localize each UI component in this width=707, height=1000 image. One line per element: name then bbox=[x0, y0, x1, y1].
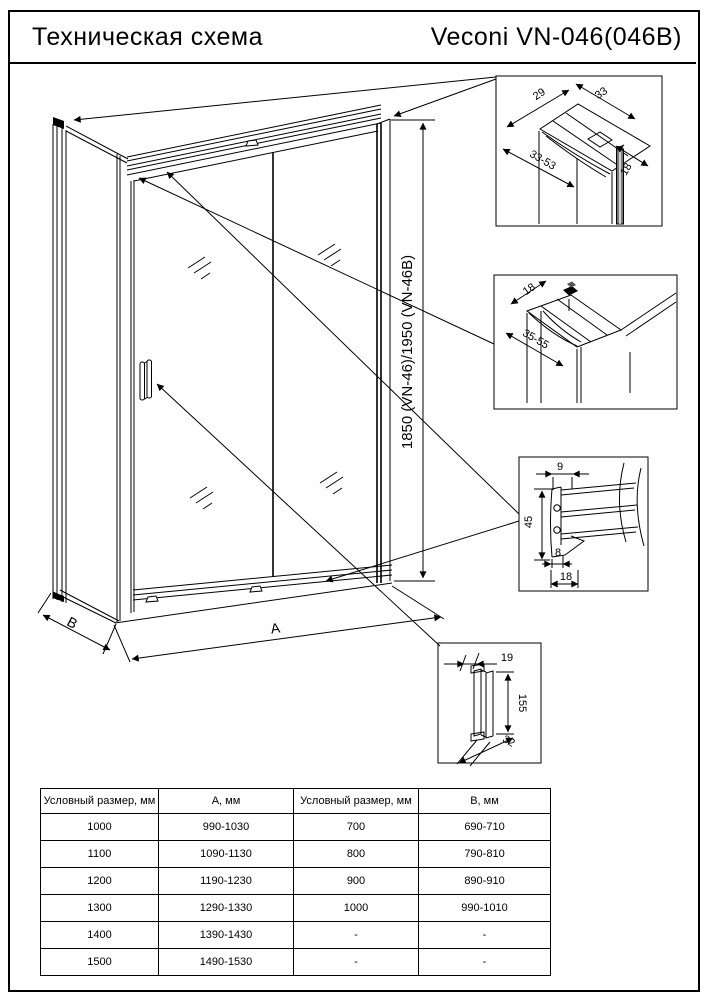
table-cell: 1390-1430 bbox=[159, 922, 294, 949]
dim-18-bottom: 18 bbox=[520, 281, 538, 298]
dim-33-53: 33-53 bbox=[527, 148, 558, 173]
table-cell: 1100 bbox=[41, 841, 159, 868]
table-cell: 1200 bbox=[41, 868, 159, 895]
shower-door-isometric bbox=[53, 105, 392, 623]
table-cell: 990-1010 bbox=[419, 895, 551, 922]
table-cell: - bbox=[419, 949, 551, 976]
main-dimensions bbox=[38, 120, 444, 662]
page-title: Техническая схема bbox=[32, 23, 264, 51]
left-wall-profile bbox=[53, 117, 66, 603]
table-cell: 800 bbox=[294, 841, 419, 868]
dim-18-top: 18 bbox=[618, 161, 635, 178]
table-cell: 1190-1230 bbox=[159, 868, 294, 895]
table-cell: 700 bbox=[294, 814, 419, 841]
top-track bbox=[127, 105, 381, 181]
size-table-header-row bbox=[41, 789, 551, 814]
table-cell: 1000 bbox=[41, 814, 159, 841]
detail-top-profile bbox=[496, 76, 662, 226]
dim-19: 19 bbox=[500, 652, 514, 664]
height-dimension-label: 1850 (VN-46)/1950 (VN-46B) bbox=[399, 254, 416, 450]
table-cell: 1000 bbox=[294, 895, 419, 922]
table-cell: 900 bbox=[294, 868, 419, 895]
table-row bbox=[41, 841, 551, 868]
detail-wall-profile bbox=[519, 457, 648, 591]
table-cell: 1300 bbox=[41, 895, 159, 922]
table-row bbox=[41, 895, 551, 922]
table-cell: 1290-1330 bbox=[159, 895, 294, 922]
table-cell: 890-910 bbox=[419, 868, 551, 895]
size-table bbox=[40, 788, 551, 976]
table-cell: 1490-1530 bbox=[159, 949, 294, 976]
table-cell: - bbox=[294, 949, 419, 976]
table-cell: 690-710 bbox=[419, 814, 551, 841]
height-dimension bbox=[391, 120, 435, 581]
table-cell: 1090-1130 bbox=[159, 841, 294, 868]
table-cell: - bbox=[294, 922, 419, 949]
depth-dimension bbox=[38, 593, 116, 654]
table-cell: - bbox=[419, 922, 551, 949]
table-row bbox=[41, 949, 551, 976]
dim-8: 8 bbox=[554, 547, 562, 559]
product-title: Veconi VN-046(046B) bbox=[430, 23, 682, 51]
dim-18-wall: 18 bbox=[559, 571, 573, 583]
front-frame bbox=[117, 119, 390, 622]
table-row bbox=[41, 814, 551, 841]
table-cell: 990-1030 bbox=[159, 814, 294, 841]
table-row bbox=[41, 868, 551, 895]
col-header-a: А, мм bbox=[159, 789, 294, 814]
dim-29: 29 bbox=[530, 86, 548, 103]
glass-hatch-marks bbox=[188, 244, 343, 509]
dim-155: 155 bbox=[516, 693, 528, 713]
dim-33: 33 bbox=[592, 85, 610, 102]
col-header-nominal-a: Условный размер, мм bbox=[41, 789, 159, 814]
detail-handle bbox=[438, 643, 541, 766]
detail-bottom-profile bbox=[494, 275, 677, 409]
col-header-b: В, мм bbox=[419, 789, 551, 814]
table-cell: 1400 bbox=[41, 922, 159, 949]
dim-45: 45 bbox=[523, 515, 535, 529]
dim-35-55: 35-55 bbox=[520, 327, 551, 352]
col-header-nominal-b: Условный размер, мм bbox=[294, 789, 419, 814]
dim-32: 32 bbox=[500, 733, 517, 750]
table-cell: 790-810 bbox=[419, 841, 551, 868]
door-handle bbox=[140, 360, 152, 400]
detail-leader-lines bbox=[74, 77, 519, 646]
table-cell: 1500 bbox=[41, 949, 159, 976]
depth-dimension-label: B bbox=[64, 613, 81, 632]
dim-9: 9 bbox=[556, 461, 564, 473]
width-dimension-label: А bbox=[269, 619, 282, 637]
table-row bbox=[41, 922, 551, 949]
